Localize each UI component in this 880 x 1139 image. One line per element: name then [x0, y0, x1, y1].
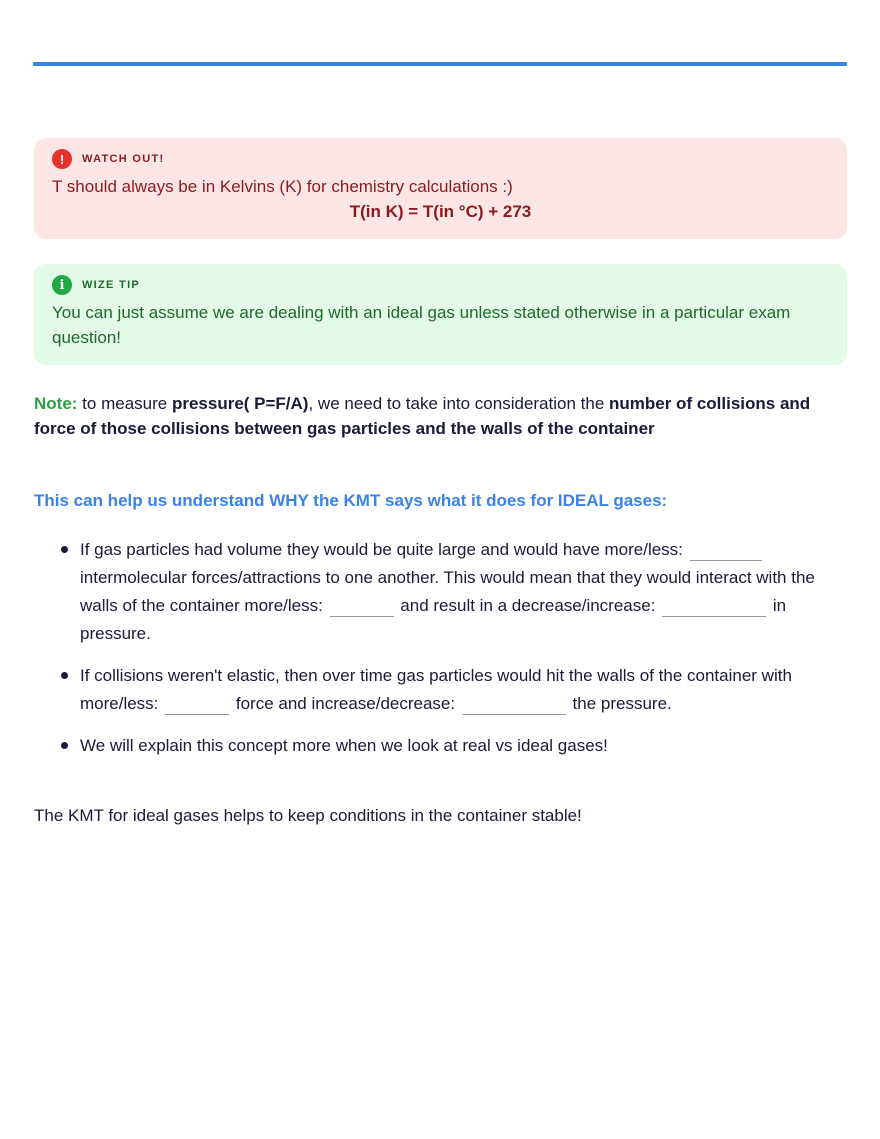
watch-out-text: T should always be in Kelvins (K) for chemistry calculations :) [52, 177, 513, 196]
wize-tip-title: WIZE TIP [82, 279, 141, 291]
pressure-note [34, 391, 844, 441]
note-text-2: , we need to take into consideration the [308, 394, 609, 413]
fill-in-blank[interactable] [662, 598, 766, 617]
fill-in-blank[interactable] [690, 542, 762, 561]
watch-out-callout [34, 138, 847, 239]
list-item [60, 536, 844, 648]
wize-tip-header [52, 274, 829, 296]
bullet-1-text-1: If gas particles had volume they would be quite large and would have more/less: [80, 540, 688, 559]
fill-in-blank[interactable] [165, 696, 229, 715]
exclamation-icon: ! [52, 149, 72, 169]
note-pressure-formula: pressure( P=F/A) [171, 394, 309, 413]
info-icon: i [52, 275, 72, 295]
bullet-3-text: We will explain this concept more when we look at real vs ideal gases! [80, 736, 608, 755]
bullet-1-text-4: in pressure. [80, 596, 787, 643]
kelvin-formula: T(in K) = T(in °C) + 273 [349, 202, 532, 221]
bullet-2-text-1: If collisions weren't elastic, then over time gas particles would hit the walls of the container with more/less: [80, 666, 792, 713]
kmt-subheading: This can help us understand WHY the KMT says what it does for IDEAL gases: [34, 491, 668, 510]
fill-in-blank[interactable] [462, 696, 566, 715]
bullet-1-text-2: intermolecular forces/attractions to one another. This would mean that they would interact with the walls of the container more/less: [80, 568, 815, 615]
kmt-bullet-list [60, 536, 844, 774]
wize-tip-callout [34, 264, 847, 365]
list-item [60, 732, 844, 760]
note-label: Note: [34, 394, 78, 413]
note-text-1: to measure [77, 394, 172, 413]
fill-in-blank[interactable] [330, 598, 394, 617]
top-divider [33, 62, 847, 66]
note-collisions-emphasis: number of collisions and force of those collisions between gas particles and the walls of the container [34, 394, 811, 438]
closing-statement: The KMT for ideal gases helps to keep conditions in the container stable! [34, 806, 582, 825]
bullet-2-text-2: force and increase/decrease: [231, 694, 460, 713]
bullet-2-text-3: the pressure. [567, 694, 672, 713]
bullet-1-text-3: and result in a decrease/increase: [395, 596, 661, 615]
list-item [60, 662, 844, 718]
watch-out-title: WATCH OUT! [82, 153, 165, 165]
wize-tip-text: You can just assume we are dealing with an ideal gas unless stated otherwise in a particular exam question! [52, 303, 791, 347]
watch-out-header [52, 148, 829, 170]
